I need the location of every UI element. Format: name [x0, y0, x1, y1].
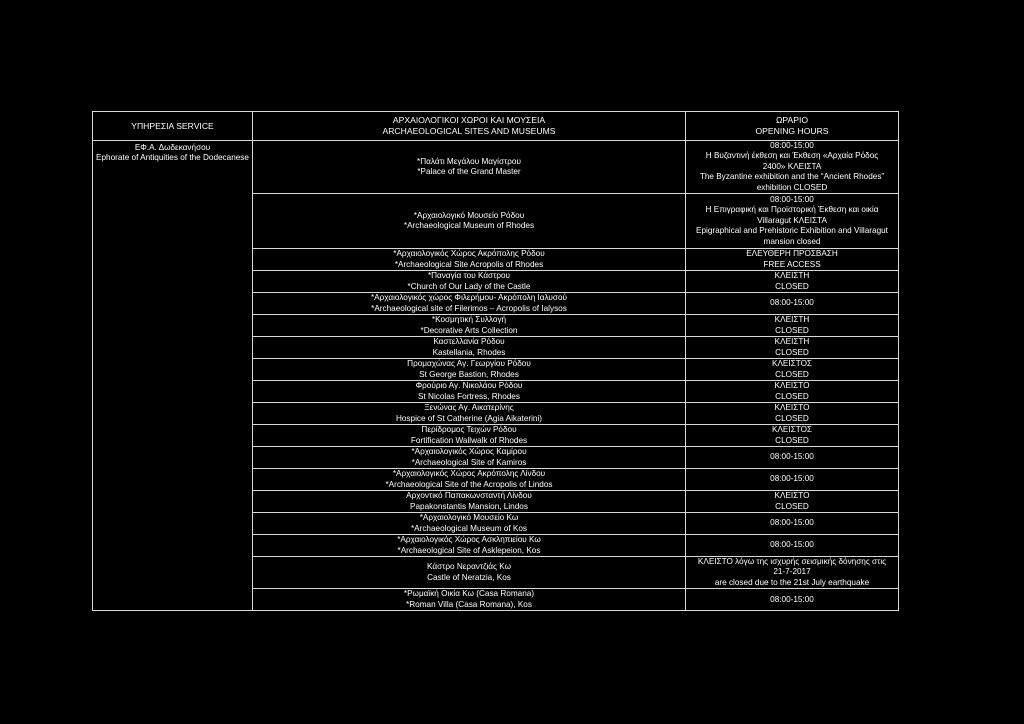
hours-line: CLOSED — [775, 501, 809, 511]
header-row — [93, 112, 899, 141]
hours-line: CLOSED — [775, 369, 809, 379]
hours-line: CLOSED — [775, 281, 809, 291]
service-name-en: Ephorate of Antiquities of the Dodecanese — [96, 153, 249, 163]
table-row — [93, 141, 899, 194]
hours-cell — [686, 589, 899, 611]
site-name-english: *Archaeological site of Filerimos – Acropolis of Ialysos — [371, 303, 567, 313]
site-name-greek: Ξενώνας Αγ. Αικατερίνης — [424, 403, 514, 413]
hours-line: CLOSED — [775, 413, 809, 423]
hours-header-english: OPENING HOURS — [755, 126, 829, 136]
site-name-english: *Archaeological Museum of Kos — [410, 523, 528, 533]
hours-line: CLOSED — [775, 435, 809, 445]
site-name-english: Kastellania, Rhodes — [432, 347, 506, 357]
hours-line: 08:00-15:00 — [770, 594, 814, 604]
hours-cell — [686, 271, 899, 293]
hours-header — [686, 112, 899, 141]
hours-line: ΚΛΕΙΣΤΗ — [774, 315, 810, 325]
site-name-greek: *Παναγία του Κάστρου — [427, 271, 511, 281]
site-cell — [253, 271, 686, 293]
site-cell — [253, 557, 686, 589]
site-cell — [253, 141, 686, 194]
sites-header-greek: ΑΡΧΑΙΟΛΟΓΙΚΟΙ ΧΩΡΟΙ ΚΑΙ ΜΟΥΣΕΙΑ — [392, 115, 546, 125]
site-cell — [253, 589, 686, 611]
site-name-greek: *Αρχαιολογικός Χώρος Ακρόπολης Ρόδου — [393, 249, 545, 259]
site-name-greek: Περίδρομος Τειχών Ρόδου — [421, 425, 517, 435]
hours-line: ΚΛΕΙΣΤΟΣ — [771, 359, 812, 369]
service-header-label: ΥΠΗΡΕΣΙΑ SERVICE — [131, 120, 214, 131]
site-cell — [253, 293, 686, 315]
site-name-greek: *Κοσμητική Συλλογή — [431, 315, 507, 325]
site-name-greek: Φρούριο Αγ. Νικολάου Ρόδου — [415, 381, 523, 391]
hours-cell — [686, 359, 899, 381]
hours-cell — [686, 194, 899, 249]
site-name-greek: *Αρχαιολογικός Χώρος Ασκληπιείου Κω — [397, 535, 541, 545]
hours-line: ΚΛΕΙΣΤΗ — [774, 271, 810, 281]
hours-line: 08:00-15:00 — [770, 141, 814, 150]
hours-header-greek: ΩΡΑΡΙΟ — [775, 115, 809, 125]
site-name-greek: *Παλάτι Μεγάλου Μαγίστρου — [417, 156, 521, 166]
hours-line: exhibition CLOSED — [756, 182, 828, 192]
hours-line: 08:00-15:00 — [770, 452, 814, 462]
site-cell — [253, 359, 686, 381]
site-cell — [253, 513, 686, 535]
hours-cell — [686, 315, 899, 337]
table-body — [93, 112, 899, 611]
hours-line: FREE ACCESS — [763, 259, 821, 269]
hours-line: Epigraphical and Prehistoric Exhibition and Villaragut — [696, 226, 888, 236]
hours-cell — [686, 513, 899, 535]
hours-line: 2400» ΚΛΕΙΣΤΑ — [762, 161, 822, 171]
hours-cell — [686, 337, 899, 359]
site-name-greek: *Αρχαιολογικό Μουσείο Κω — [419, 513, 519, 523]
site-name-greek: *Ρωμαϊκή Οικία Κω (Casa Romana) — [403, 589, 535, 599]
site-name-greek: *Αρχαιολογικός Χώρος Ακρόπολης Λίνδου — [392, 469, 546, 479]
hours-cell — [686, 447, 899, 469]
site-name-greek: Προμαχώνας Αγ. Γεωργίου Ρόδου — [407, 359, 531, 369]
site-name-greek: Αρχοντικό Παπακωνσταντή Λίνδου — [406, 491, 532, 501]
site-cell — [253, 194, 686, 249]
site-name-english: *Roman Villa (Casa Romana), Kos — [406, 599, 532, 609]
hours-cell — [686, 557, 899, 589]
site-cell — [253, 535, 686, 557]
site-name-english: *Palace of the Grand Master — [417, 167, 521, 177]
site-name-english: *Church of Our Lady of the Castle — [407, 281, 531, 291]
hours-line: mansion closed — [763, 236, 821, 246]
hours-line: CLOSED — [775, 347, 809, 357]
service-cell — [93, 141, 253, 611]
hours-cell — [686, 491, 899, 513]
hours-cell — [686, 469, 899, 491]
sites-header — [253, 112, 686, 141]
hours-line: ΚΛΕΙΣΤΟ — [774, 381, 810, 391]
site-name-english: *Archaeological Site of the Acropolis of Lindos — [385, 479, 553, 489]
site-cell — [253, 249, 686, 271]
site-name-english: St Nicolas Fortress, Rhodes — [418, 391, 520, 401]
site-name-english: Hospice of St Catherine (Agia Aikaterini) — [395, 413, 543, 423]
hours-line: CLOSED — [775, 391, 809, 401]
service-header — [93, 112, 253, 141]
site-name-english: *Archaeological Museum of Rhodes — [403, 221, 535, 231]
site-name-greek: Κάστρο Νεραντζιάς Κω — [426, 562, 512, 572]
site-cell — [253, 337, 686, 359]
site-name-greek: Καστελλανία Ρόδου — [433, 337, 505, 347]
site-name-greek: *Αρχαιολογικός Χώρος Καμίρου — [411, 447, 527, 457]
hours-line: 08:00-15:00 — [770, 298, 814, 308]
site-cell — [253, 403, 686, 425]
hours-line: ΚΛΕΙΣΤΟ λόγω της ισχυρής σεισμικής δόνησης στις — [697, 557, 887, 567]
hours-line: ΚΛΕΙΣΤΟ — [774, 491, 810, 501]
site-name-english: St George Bastion, Rhodes — [419, 369, 519, 379]
hours-line: 08:00-15:00 — [770, 540, 814, 550]
hours-line: 08:00-15:00 — [770, 195, 814, 205]
site-cell — [253, 447, 686, 469]
hours-line: CLOSED — [775, 325, 809, 335]
site-cell — [253, 491, 686, 513]
service-name-gr: ΕΦ.Α. Δωδεκανήσου — [134, 143, 211, 152]
hours-cell — [686, 403, 899, 425]
site-name-english: *Archaeological Site Acropolis of Rhodes — [394, 259, 544, 269]
site-name-greek: *Αρχαιολογικός χώρος Φιλερήμου- Ακρόπολη Ιαλυσού — [370, 293, 567, 303]
site-cell — [253, 425, 686, 447]
hours-line: 08:00-15:00 — [770, 518, 814, 528]
site-name-english: *Archaeological Site of Asklepeion, Kos — [397, 545, 541, 555]
hours-line: ΕΛΕΥΘΕΡΗ ΠΡΟΣΒΑΣΗ — [746, 249, 838, 259]
site-cell — [253, 381, 686, 403]
hours-line: Η Επιγραφική και Προϊστορική Έκθεση και οικία — [705, 205, 879, 215]
hours-line: Villaragut ΚΛΕΙΣΤΑ — [757, 215, 827, 225]
site-name-greek: *Αρχαιολογικό Μουσείο Ρόδου — [413, 210, 525, 220]
hours-cell — [686, 249, 899, 271]
site-name-english: *Archaeological Site of Kamiros — [411, 457, 527, 467]
site-cell — [253, 469, 686, 491]
hours-cell — [686, 141, 899, 194]
site-name-english: Papakonstantis Mansion, Lindos — [410, 501, 528, 511]
hours-cell — [686, 535, 899, 557]
hours-line: The Byzantine exhibition and the “Ancient Rhodes” — [699, 172, 885, 182]
opening-hours-table — [92, 111, 899, 611]
hours-line: 21-7-2017 — [773, 567, 811, 577]
site-cell — [253, 315, 686, 337]
hours-cell — [686, 381, 899, 403]
site-name-english: Castle of Neratzia, Kos — [427, 572, 511, 582]
hours-cell — [686, 425, 899, 447]
hours-line: are closed due to the 21st July earthquake — [714, 577, 870, 587]
site-name-english: *Decorative Arts Collection — [420, 325, 518, 335]
hours-line: ΚΛΕΙΣΤΗ — [774, 337, 810, 347]
sites-header-english: ARCHAEOLOGICAL SITES AND MUSEUMS — [382, 126, 556, 136]
hours-line: Η Βυζαντινή έκθεση και Έκθεση «Αρχαία Ρόδος — [705, 151, 879, 161]
hours-line: ΚΛΕΙΣΤΟ — [774, 403, 810, 413]
site-name-english: Fortification Wallwalk of Rhodes — [410, 435, 528, 445]
hours-line: 08:00-15:00 — [770, 474, 814, 484]
hours-line: ΚΛΕΙΣΤΟΣ — [771, 425, 812, 435]
hours-cell — [686, 293, 899, 315]
